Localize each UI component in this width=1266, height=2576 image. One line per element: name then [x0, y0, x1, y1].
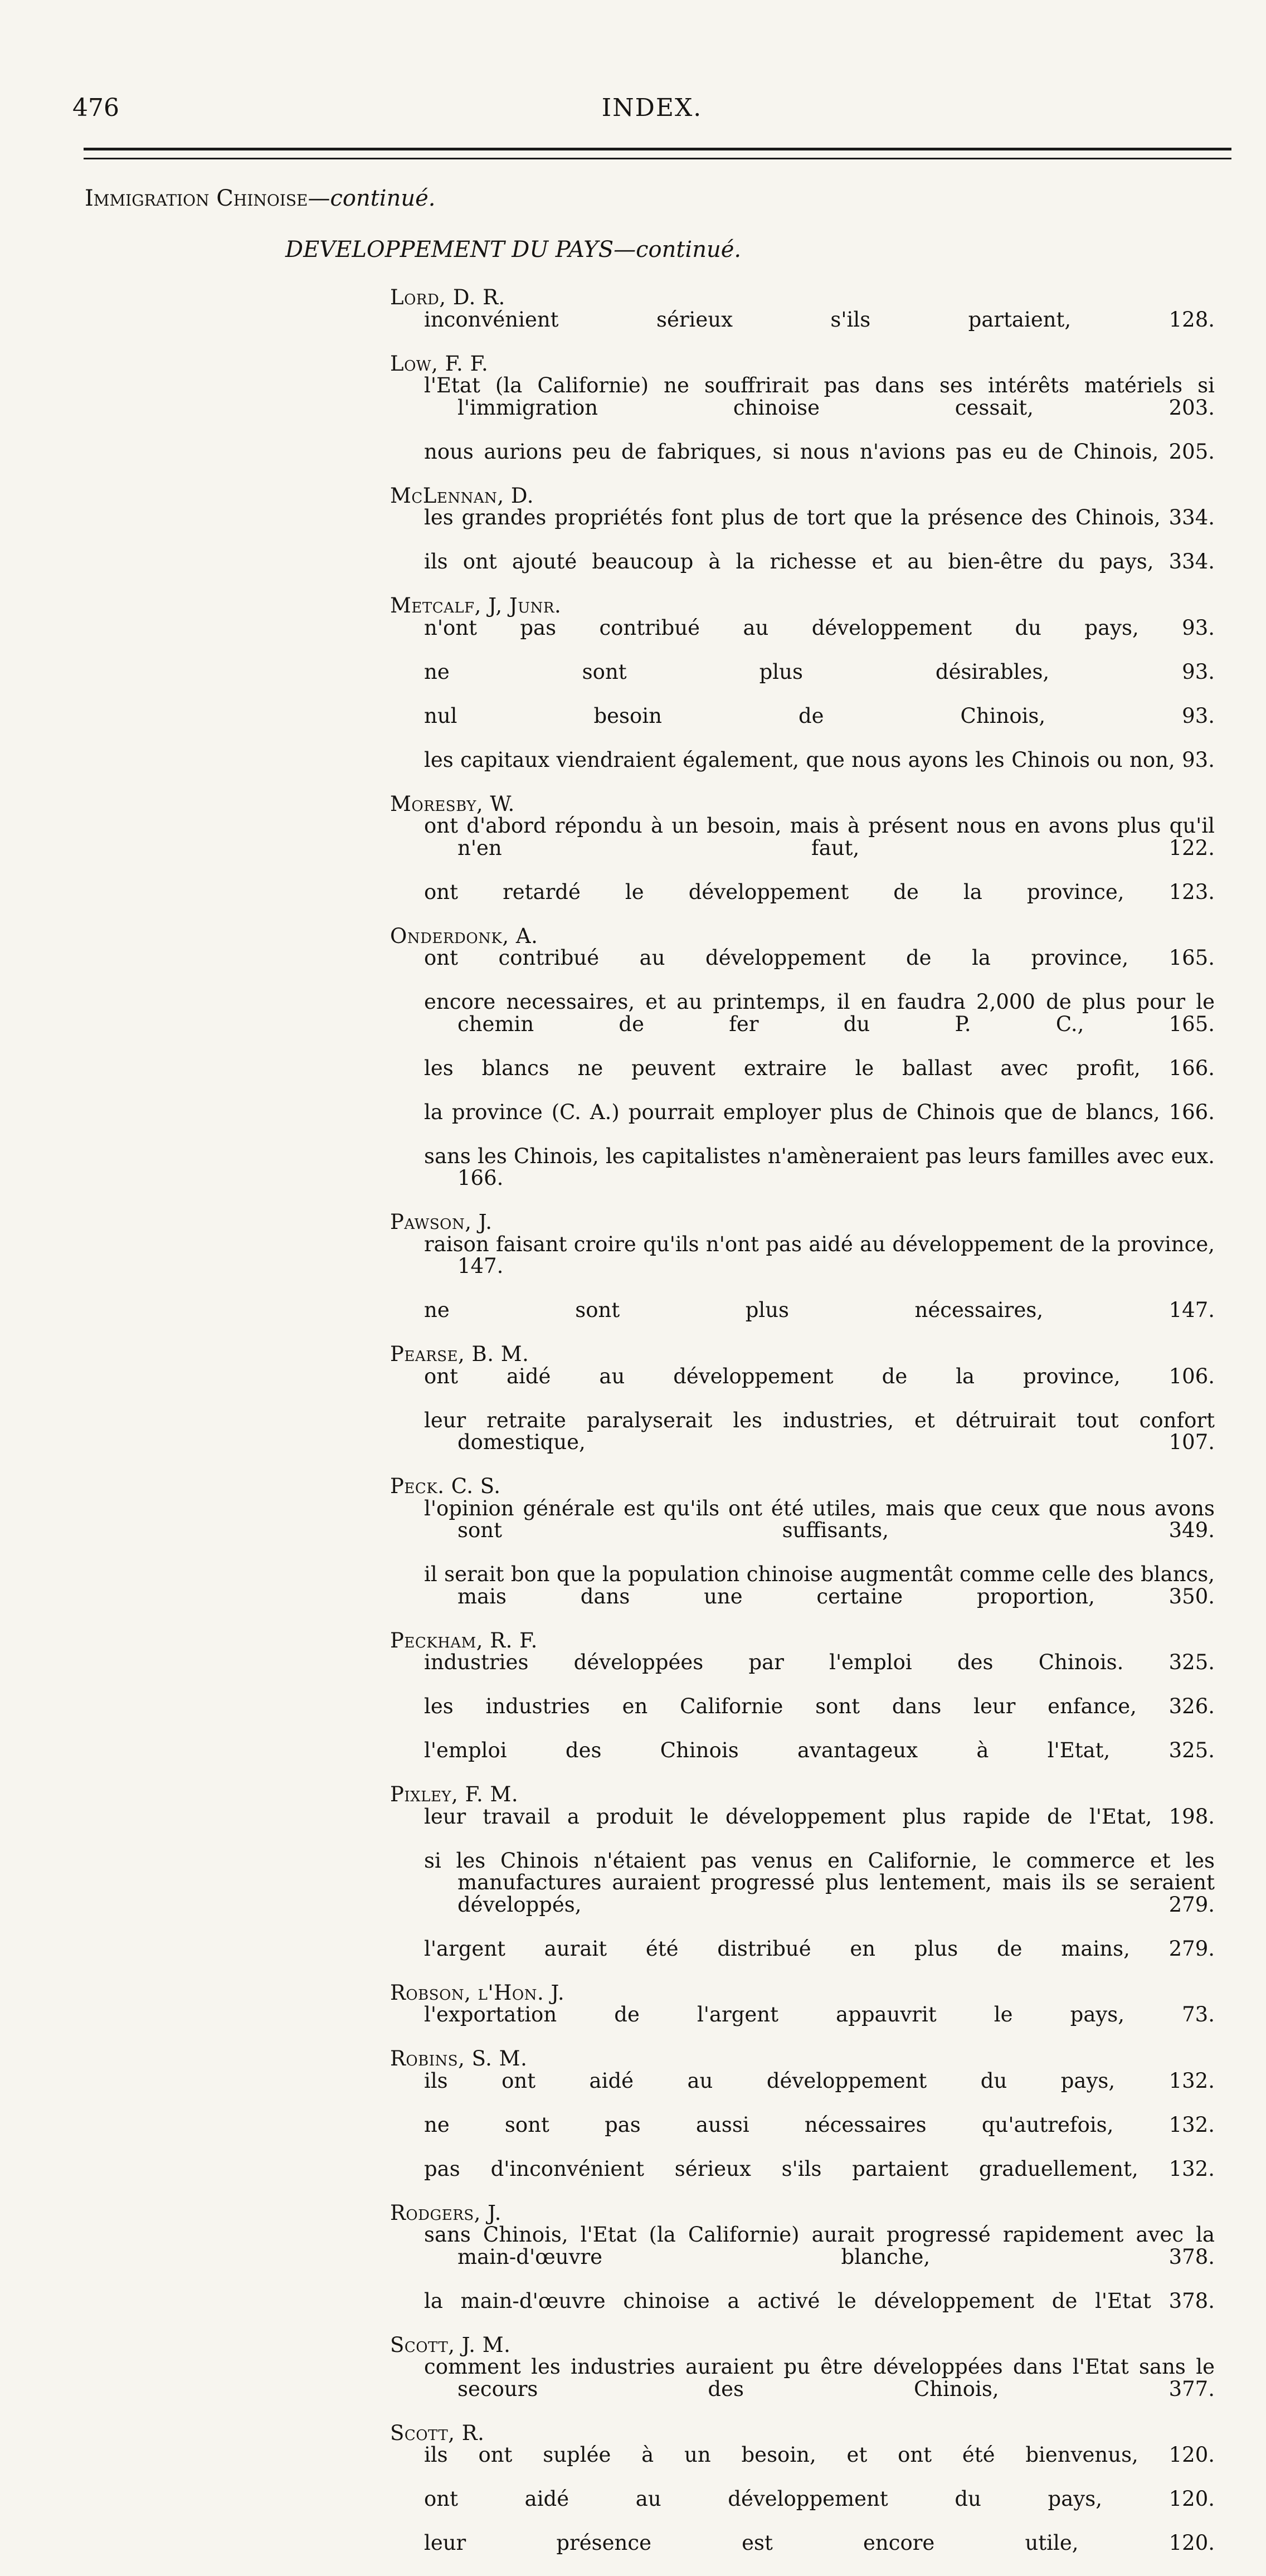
index-entry — [390, 2422, 1215, 2576]
section-continued: continué. — [330, 186, 435, 211]
entry-reference: sans les Chinois, les capitalistes n'amèneraient pas leurs familles avec eux. 166. — [390, 1145, 1215, 1212]
entry-reference: industries développées par l'emploi des Chinois. 325. — [390, 1651, 1215, 1695]
entry-reference: les capitaux viendraient également, que nous ayons les Chinois ou non, 93. — [390, 749, 1215, 793]
entry-reference: ont aidé au développement de la province, 106. — [390, 1365, 1215, 1409]
index-entry — [390, 1982, 1215, 2048]
entry-name: Pixley, F. M. — [390, 1783, 1215, 1806]
index-entry — [390, 1475, 1215, 1630]
entry-reference: ne sont plus nécessaires, 147. — [390, 1299, 1215, 1343]
index-entry — [390, 1211, 1215, 1343]
entry-reference: sans Chinois, l'Etat (la Californie) aurait progressé rapidement avec la main-d'œuvre blanche, 378. — [390, 2224, 1215, 2290]
entry-reference: ils ont suplée à un besoin, et ont été bienvenus, 120. — [390, 2444, 1215, 2488]
index-entry — [390, 925, 1215, 1212]
section-title-text: Immigration Chinoise— — [85, 186, 330, 211]
entry-reference: ont contribué au développement de la province, 165. — [390, 947, 1215, 991]
entry-name: Low, F. F. — [390, 353, 1215, 375]
entry-reference: nul besoin de Chinois, 93. — [390, 705, 1215, 749]
entry-reference: ne sont plus désirables, 93. — [390, 661, 1215, 705]
index-entry — [390, 1630, 1215, 1784]
entry-reference: ils ont aidé au développement du pays, 132. — [390, 2070, 1215, 2114]
entry-reference: ont aidé au développement du pays, 120. — [390, 2488, 1215, 2532]
entry-reference: ils ont ajouté beaucoup à la richesse et au bien-être du pays, 334. — [390, 551, 1215, 595]
index-entry — [390, 485, 1215, 595]
index-entry — [390, 1783, 1215, 1982]
index-entry — [390, 2334, 1215, 2422]
entry-reference: ont retardé le développement de la province, 123. — [390, 881, 1215, 925]
entry-name: Scott, J. M. — [390, 2334, 1215, 2356]
entry-reference: les blancs ne peuvent extraire le ballast avec profit, 166. — [390, 1057, 1215, 1101]
entry-reference: n'ont pas contribué au développement du pays, 93. — [390, 617, 1215, 661]
entry-name: Peckham, R. F. — [390, 1630, 1215, 1652]
entry-name: Moresby, W. — [390, 793, 1215, 815]
entry-reference: l'exportation de l'argent appauvrit le pays, 73. — [390, 2004, 1215, 2048]
entry-name: Onderdonk, A. — [390, 925, 1215, 947]
entry-reference: leur travail a produit le développement plus rapide de l'Etat, 198. — [390, 1806, 1215, 1850]
index-entry — [390, 1343, 1215, 1475]
entry-name: Pawson, J. — [390, 1211, 1215, 1233]
index-entries — [390, 286, 1215, 2576]
entry-reference: pas d'inconvénient sérieux s'ils partaient graduellement, 132. — [390, 2158, 1215, 2202]
entry-name: Pearse, B. M. — [390, 1343, 1215, 1365]
entry-reference: raison faisant croire qu'ils n'ont pas aidé au développement de la province, 147. — [390, 1233, 1215, 1300]
entry-reference: l'opinion générale est qu'ils ont été utiles, mais que ceux que nous avons sont suffisants, 349. — [390, 1498, 1215, 1564]
entry-reference: les grandes propriétés font plus de tort que la présence des Chinois, 334. — [390, 507, 1215, 551]
entry-reference: inconvénient sérieux s'ils partaient, 128. — [390, 309, 1215, 353]
entry-reference: ne sont pas aussi nécessaires qu'autrefois, 132. — [390, 2114, 1215, 2158]
entry-name: Peck. C. S. — [390, 1475, 1215, 1498]
entry-name: Scott, R. — [390, 2422, 1215, 2444]
entry-reference: ont d'abord répondu à un besoin, mais à présent nous en avons plus qu'il n'en faut, 122. — [390, 815, 1215, 881]
index-entry — [390, 595, 1215, 793]
subsection-title: DEVELOPPEMENT DU PAYS—continué. — [285, 237, 741, 263]
page-number: 476 — [72, 94, 119, 122]
entry-reference: l'Etat (la Californie) ne souffrirait pas dans ses intérêts matériels si l'immigration chinoise cessait, 203. — [390, 375, 1215, 441]
index-entry — [390, 793, 1215, 925]
header-rule — [84, 148, 1231, 150]
entry-reference: nous aurions peu de fabriques, si nous n'avions pas eu de Chinois, 205. — [390, 441, 1215, 485]
index-entry — [390, 353, 1215, 485]
section-title — [85, 186, 436, 211]
entry-name: Robson, l'Hon. J. — [390, 1982, 1215, 2004]
entry-name: McLennan, D. — [390, 485, 1215, 507]
entry-reference: l'emploi des Chinois avantageux à l'Etat, 325. — [390, 1739, 1215, 1783]
running-title: INDEX. — [72, 94, 1231, 122]
page-header — [72, 94, 1231, 133]
entry-reference: il serait bon que la population chinoise augmentât comme celle des blancs, mais dans une certaine proportion, 350. — [390, 1563, 1215, 1630]
header-rule-thin — [84, 158, 1231, 159]
index-entry — [390, 2048, 1215, 2202]
entry-reference: les industries en Californie sont dans leur enfance, 326. — [390, 1695, 1215, 1739]
entry-name: Metcalf, J, Junr. — [390, 595, 1215, 617]
index-entry — [390, 286, 1215, 353]
entry-reference: l'argent aurait été distribué en plus de mains, 279. — [390, 1938, 1215, 1982]
entry-reference: si les Chinois n'étaient pas venus en Californie, le commerce et les manufactures auraient progressé plus lentement, mais ils se seraient développés, 279. — [390, 1850, 1215, 1938]
index-entry — [390, 2202, 1215, 2334]
entry-name: Rodgers, J. — [390, 2202, 1215, 2224]
entry-reference: la main-d'œuvre chinoise a activé le développement de l'Etat 378. — [390, 2290, 1215, 2334]
entry-reference: comment les industries auraient pu être développées dans l'Etat sans le secours des Chinois, 377. — [390, 2356, 1215, 2422]
entry-name: Robins, S. M. — [390, 2048, 1215, 2070]
entry-reference: encore necessaires, et au printemps, il en faudra 2,000 de plus pour le chemin de fer du P. C., 165. — [390, 991, 1215, 1057]
entry-reference: leur présence est encore utile, 120. — [390, 2532, 1215, 2576]
entry-name: Lord, D. R. — [390, 286, 1215, 309]
entry-reference: leur retraite paralyserait les industries, et détruirait tout confort domestique, 107. — [390, 1409, 1215, 1476]
entry-reference: la province (C. A.) pourrait employer plus de Chinois que de blancs, 166. — [390, 1101, 1215, 1145]
